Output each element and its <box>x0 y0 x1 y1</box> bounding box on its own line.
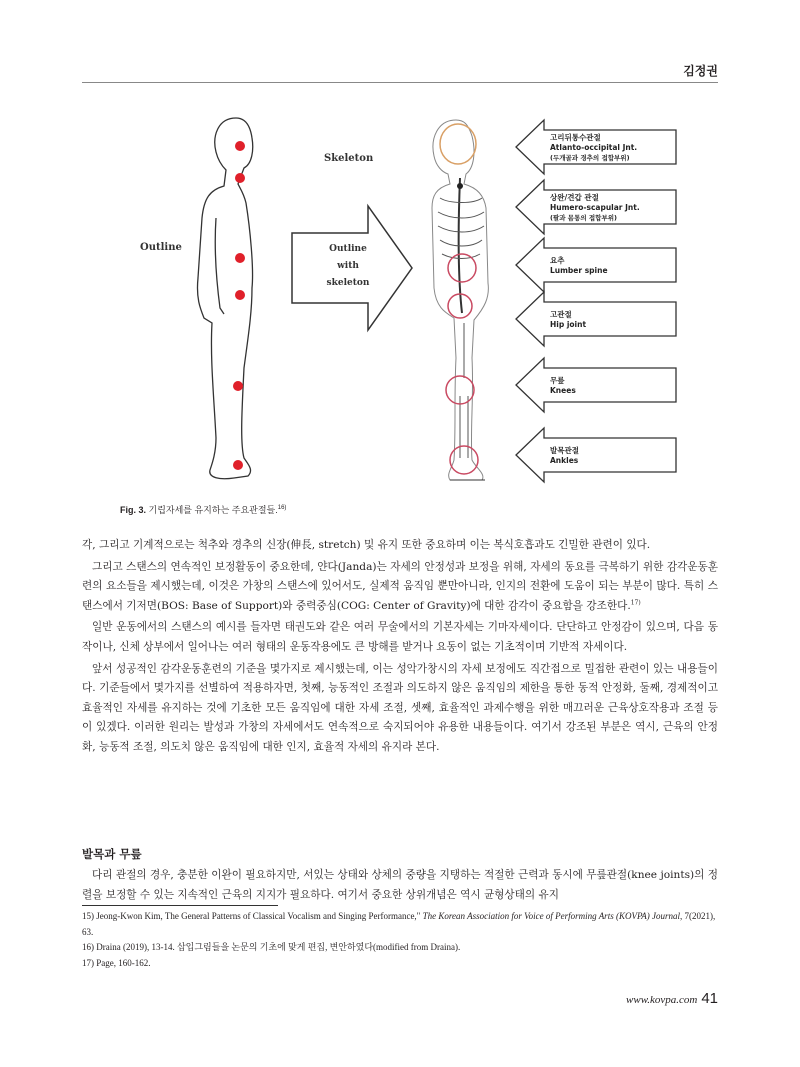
footnote-rule <box>82 905 278 906</box>
paragraph-3: 일반 운동에서의 스탠스의 예시를 들자면 태권도와 같은 여러 무술에서의 기본자세는 기마자세이다. 단단하고 안정감이 있으며, 다음 동작이나, 신체 상부에서 일어나는 여러 형태의 운동작용에도 큰 방해를 받거나 요동이 없는 기초적이며 기반적 자세이다. <box>82 621 718 653</box>
running-header-author: 김정권 <box>683 64 718 78</box>
paragraph-4: 앞서 성공적인 감각운동훈련의 기준을 몇가지로 제시했는데, 이는 성악가창시의 자세 보정에도 직간접으로 밀접한 관련이 있는 내용들이다. 기준들에서 몇가지를 선별하여 적용하자면, 첫째, 능동적인 조절과 의도하지 않은 움직임의 제한을 통한 동적 안정화, 둘째, 경제적이고 효율적인 자세를 유지하는 것에 기초한 모든 움직임에 대한 자세 조절, 셋째, 효율적인 과제수행을 위한 매끄러운 근육상호작용과 조절 등이 있겠다. 이러한 원리는 발성과 가창의 자세에서도 연속적으로 숙지되어야 유용한 내용들이다. 여기서 강조된 부분은 역시, 근육의 안정화, 능동적 조절, 의도치 않은 움직임에 대한 인지, 효율적 자세의 유지라 본다. <box>82 662 718 753</box>
joint-arrow-4 <box>516 358 676 412</box>
outline-joint-dots <box>233 141 245 470</box>
section-paragraph: 다리 관절의 경우, 충분한 이완이 필요하지만, 서있는 상태와 상체의 중량을 지탱하는 적절한 근력과 동시에 무릎관절(knee joints)의 정렬을 보정할 수 있는 지속적인 근육의 지지가 필요하다. 여기서 중요한 상위개념은 역시 균형상태의 유지 <box>82 869 718 901</box>
joint-label: 상완/견갑 관절 <box>550 193 599 202</box>
paragraph-1: 각, 그리고 기계적으로는 척추와 경추의 신장(伸長, stretch) 및 유지 또한 중요하며 이는 복식호흡과도 긴밀한 관련이 있다. <box>82 539 651 551</box>
dot-knee <box>233 381 243 391</box>
dot-skeleton-shoulder <box>457 183 463 189</box>
joint-arrow-1 <box>516 180 676 234</box>
footnote-15 <box>82 909 718 940</box>
label-skeleton: Skeleton <box>324 153 374 164</box>
joint-label: Lumber spine <box>550 266 608 275</box>
header-rule <box>82 82 718 83</box>
paragraph-2-text: 그리고 스탠스의 연속적인 보정활동이 중요한데, 얀다(Janda)는 자세의 안정성과 보정을 위해, 자세의 동요를 극복하기 위한 감각운동훈련의 요소들을 제시했는데, 이것은 가창의 스탠스에 있어서도, 실제적 움직임 뿐만아니라, 인지의 전환에 도움이 되는 부분이 많다. 특히 스탠스에서 기저면(BOS: Base of Support)와 중력중심(COG: Center of Gravity)에 대한 감각이 중요함을 강조한다. <box>82 560 718 612</box>
label-outline: Outline <box>140 242 182 253</box>
dot-atlanto-occipital <box>235 141 245 151</box>
joint-label: 고관절 <box>550 310 572 319</box>
skeleton-figure <box>432 120 488 480</box>
section-body <box>82 864 718 905</box>
figure-caption <box>120 503 286 516</box>
joint-arrow-2 <box>516 238 676 292</box>
section-heading: 발목과 무릎 <box>82 847 142 861</box>
joint-arrow-0 <box>516 120 676 174</box>
joint-label: 고리뒤통수관절 <box>550 133 601 142</box>
footnote-15-tail: , 7(2021), 63. <box>82 911 716 937</box>
joint-label: (팔과 몸통의 접합부위) <box>550 214 617 222</box>
footnote-17: 17) Page, 160-162. <box>82 957 151 968</box>
arrow-label-line2: with <box>337 261 359 271</box>
dot-hip-joint <box>235 290 245 300</box>
skeleton-joint-circles <box>446 254 478 474</box>
footnote-15-text: 15) Jeong-Kwon Kim, The General Patterns of Classical Vocalism and Singing Performance," <box>82 911 423 921</box>
joint-arrow-shape <box>516 428 676 482</box>
dot-humero-scapular <box>235 173 245 183</box>
joint-label: 요추 <box>550 256 565 265</box>
joint-label: Knees <box>550 386 576 395</box>
footnotes <box>82 909 718 971</box>
joint-label: (두개골과 경추의 접합부위) <box>550 154 630 162</box>
footnote-ref-17: 17) <box>630 599 641 607</box>
dot-ankle <box>233 460 243 470</box>
arrow-label-line1: Outline <box>329 244 367 254</box>
footnote-16: 16) Draina (2019), 13-14. 삽입그림들을 논문의 기초에 맞게 편집, 변안하였다(modified from Draina). <box>82 942 461 952</box>
joint-label: Ankles <box>550 456 579 465</box>
figure-illustration <box>120 108 680 500</box>
joint-label: Hip joint <box>550 320 587 329</box>
joint-arrow-shape <box>516 292 676 346</box>
arrow-label-line3: skeleton <box>326 278 370 288</box>
body-text <box>82 536 718 758</box>
joint-arrow-labels <box>516 120 676 482</box>
body-outline-silhouette <box>197 118 252 479</box>
footer-url: www.kovpa.com <box>626 994 698 1006</box>
joint-arrow-5 <box>516 428 676 482</box>
paragraph-2 <box>82 558 718 617</box>
footnote-15-journal: The Korean Association for Voice of Performing Arts (KOVPA) Journal <box>422 911 681 921</box>
joint-label: 발목관절 <box>550 446 579 455</box>
joint-label: Atlanto-occipital Jnt. <box>550 143 638 152</box>
page-number: 41 <box>701 990 718 1007</box>
joint-arrow-3 <box>516 292 676 346</box>
joint-label: 무릎 <box>550 376 565 385</box>
skeleton-head-highlight <box>440 124 476 164</box>
figure-caption-label: Fig. 3. <box>120 505 147 515</box>
joint-label: Humero-scapular Jnt. <box>550 203 640 212</box>
page-footer <box>626 990 718 1008</box>
joint-arrow-shape <box>516 238 676 292</box>
figure-3 <box>120 108 680 500</box>
joint-arrow-shape <box>516 358 676 412</box>
figure-caption-ref: 16) <box>277 505 287 511</box>
dot-lumbar-spine <box>235 253 245 263</box>
figure-caption-text: 기립자세를 유지하는 주요관절들. <box>146 505 278 515</box>
